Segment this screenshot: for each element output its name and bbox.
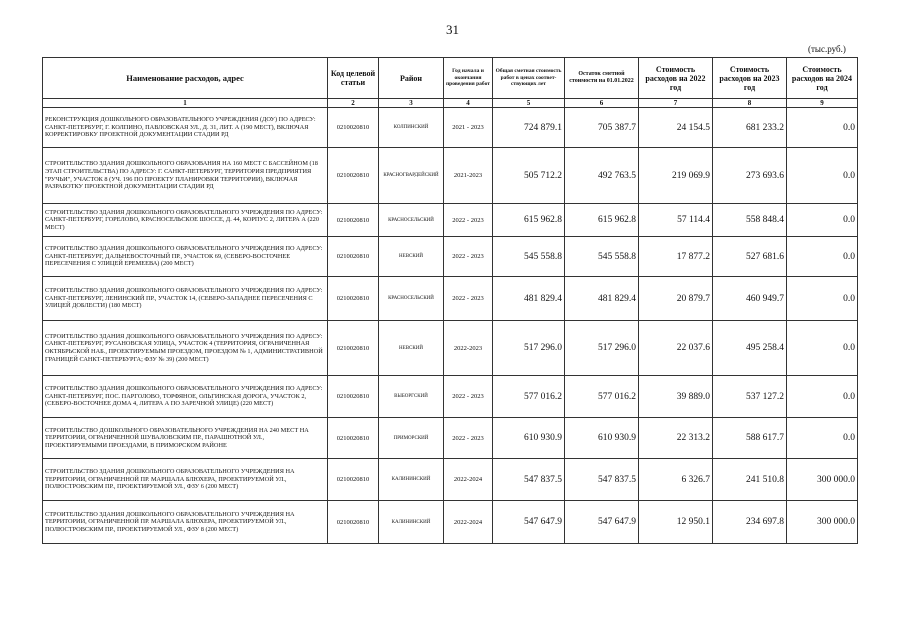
district: КРАСНОГВАРДЕЙСКИЙ: [379, 148, 444, 204]
cost-2023: 273 693.6: [713, 148, 787, 204]
remaining-cost: 545 558.8: [565, 237, 639, 277]
column-number: 6: [565, 99, 639, 108]
cost-2023: 495 258.4: [713, 321, 787, 376]
table-row: [43, 376, 858, 418]
total-cost: 577 016.2: [493, 376, 565, 418]
table-row: [43, 237, 858, 277]
table-row: [43, 108, 858, 148]
header-remainder: Остаток сметной стоимости на 01.01.2022: [565, 58, 639, 99]
cost-2022: 22 313.2: [639, 418, 713, 459]
total-cost: 547 647.9: [493, 501, 565, 544]
column-number-row: [43, 99, 858, 108]
expense-name: СТРОИТЕЛЬСТВО ЗДАНИЯ ДОШКОЛЬНОГО ОБРАЗОВАТЕЛЬНОГО УЧРЕЖДЕНИЯ НА ТЕРРИТОРИИ, ОГРАНИЧЕННОЙ ПР. МАРШАЛА БЛЮХЕРА, ПРОЕКТИРУЕМОЙ УЛ., ПОЛЮСТРОВСКИМ ПР., ПРОЕКТИРУЕМОЙ УЛ., ФЗУ 6 (200 МЕСТ): [43, 459, 328, 501]
target-code: 0210020810: [328, 237, 379, 277]
total-cost: 545 558.8: [493, 237, 565, 277]
header-name: Наименование расходов, адрес: [43, 58, 328, 99]
district: КАЛИНИНСКИЙ: [379, 459, 444, 501]
district: КОЛПИНСКИЙ: [379, 108, 444, 148]
remaining-cost: 517 296.0: [565, 321, 639, 376]
table-row: [43, 277, 858, 321]
table-row: [43, 204, 858, 237]
total-cost: 724 879.1: [493, 108, 565, 148]
cost-2022: 22 037.6: [639, 321, 713, 376]
work-years: 2022 - 2023: [444, 204, 493, 237]
cost-2022: 24 154.5: [639, 108, 713, 148]
district: НЕВСКИЙ: [379, 237, 444, 277]
header-cost-2024: Стоимость расходов на 2024 год: [787, 58, 858, 99]
target-code: 0210020810: [328, 277, 379, 321]
header-district: Район: [379, 58, 444, 99]
column-number: 7: [639, 99, 713, 108]
header-years: Год начала и окончания проведения работ: [444, 58, 493, 99]
work-years: 2022-2023: [444, 321, 493, 376]
expense-name: РЕКОНСТРУКЦИЯ ДОШКОЛЬНОГО ОБРАЗОВАТЕЛЬНОГО УЧРЕЖДЕНИЯ (ДОУ) ПО АДРЕСУ: САНКТ-ПЕТЕРБУРГ, Г. КОЛПИНО, ПАВЛОВСКАЯ УЛ., Д. 31, ЛИТ. А (190 МЕСТ), ВКЛЮЧАЯ КОРРЕКТИРОВКУ ПРОЕКТНОЙ ДОКУМЕНТАЦИИ СТАДИИ РД: [43, 108, 328, 148]
cost-2024: 0.0: [787, 376, 858, 418]
cost-2022: 219 069.9: [639, 148, 713, 204]
work-years: 2022-2024: [444, 501, 493, 544]
table-row: [43, 148, 858, 204]
cost-2023: 537 127.2: [713, 376, 787, 418]
expense-name: СТРОИТЕЛЬСТВО ЗДАНИЯ ДОШКОЛЬНОГО ОБРАЗОВАТЕЛЬНОГО УЧРЕЖДЕНИЯ ПО АДРЕСУ: САНКТ-ПЕТЕРБУРГ, РУСАНОВСКАЯ УЛИЦА, УЧАСТОК 4 (ТЕРРИТОРИЯ, ОГРАНИЧЕННАЯ ОКТЯБРЬСКОЙ НАБ., ПРОЕКТИРУЕМЫМ ПРОЕЗДОМ, ПРОЕЗДОМ № 1, АДМИНИСТРАТИВНОЙ ГРАНИЦЕЙ САНКТ-ПЕТЕРБУРГА; ФЗУ № 39) (200 МЕСТ): [43, 321, 328, 376]
work-years: 2021 - 2023: [444, 108, 493, 148]
cost-2024: 0.0: [787, 204, 858, 237]
column-number: 8: [713, 99, 787, 108]
remaining-cost: 547 647.9: [565, 501, 639, 544]
header-total: Общая сметная стоимость работ в ценах соответ- ствующих лет: [493, 58, 565, 99]
header-cost-2023: Стоимость расходов на 2023 год: [713, 58, 787, 99]
expense-name: СТРОИТЕЛЬСТВО ЗДАНИЯ ДОШКОЛЬНОГО ОБРАЗОВАТЕЛЬНОГО УЧРЕЖДЕНИЯ НА ТЕРРИТОРИИ, ОГРАНИЧЕННОЙ ПР. МАРШАЛА БЛЮХЕРА, ПРОЕКТИРУЕМОЙ УЛ., ПОЛЮСТРОВСКИМ ПР., ПРОЕКТИРУЕМОЙ УЛ., ФЗУ 8 (200 МЕСТ): [43, 501, 328, 544]
cost-2023: 460 949.7: [713, 277, 787, 321]
cost-2024: 0.0: [787, 237, 858, 277]
page-number: 31: [446, 22, 459, 37]
cost-2022: 57 114.4: [639, 204, 713, 237]
table-row: [43, 418, 858, 459]
total-cost: 547 837.5: [493, 459, 565, 501]
table-header-row: [43, 58, 858, 99]
budget-table: [42, 57, 858, 544]
cost-2022: 17 877.2: [639, 237, 713, 277]
work-years: 2022 - 2023: [444, 237, 493, 277]
work-years: 2021-2023: [444, 148, 493, 204]
column-number: 3: [379, 99, 444, 108]
total-cost: 517 296.0: [493, 321, 565, 376]
remaining-cost: 481 829.4: [565, 277, 639, 321]
cost-2024: 0.0: [787, 148, 858, 204]
table-row: [43, 501, 858, 544]
cost-2024: 0.0: [787, 418, 858, 459]
column-number: 4: [444, 99, 493, 108]
district: НЕВСКИЙ: [379, 321, 444, 376]
table-row: [43, 321, 858, 376]
table-row: [43, 459, 858, 501]
cost-2024: 0.0: [787, 277, 858, 321]
work-years: 2022-2024: [444, 459, 493, 501]
work-years: 2022 - 2023: [444, 277, 493, 321]
cost-2022: 20 879.7: [639, 277, 713, 321]
header-cost-2022: Стоимость расходов на 2022 год: [639, 58, 713, 99]
column-number: 1: [43, 99, 328, 108]
cost-2022: 39 889.0: [639, 376, 713, 418]
district: КРАСНОСЕЛЬСКИЙ: [379, 204, 444, 237]
cost-2022: 12 950.1: [639, 501, 713, 544]
work-years: 2022 - 2023: [444, 418, 493, 459]
column-number: 2: [328, 99, 379, 108]
header-code: Код целевой статьи: [328, 58, 379, 99]
cost-2023: 681 233.2: [713, 108, 787, 148]
cost-2024: 0.0: [787, 108, 858, 148]
column-number: 5: [493, 99, 565, 108]
total-cost: 615 962.8: [493, 204, 565, 237]
cost-2024: 300 000.0: [787, 459, 858, 501]
target-code: 0210020810: [328, 321, 379, 376]
remaining-cost: 492 763.5: [565, 148, 639, 204]
district: ПРИМОРСКИЙ: [379, 418, 444, 459]
target-code: 0210020810: [328, 108, 379, 148]
cost-2023: 527 681.6: [713, 237, 787, 277]
expense-name: СТРОИТЕЛЬСТВО ЗДАНИЯ ДОШКОЛЬНОГО ОБРАЗОВАТЕЛЬНОГО УЧРЕЖДЕНИЯ ПО АДРЕСУ: САНКТ-ПЕТЕРБУРГ, ДАЛЬНЕВОСТОЧНЫЙ ПР., УЧАСТОК 69, (СЕВЕРО-ВОСТОЧНЕЕ ПЕРЕСЕЧЕНИЯ С УЛИЦЕЙ ЕРЕМЕЕВА) (200 МЕСТ): [43, 237, 328, 277]
column-number: 9: [787, 99, 858, 108]
expense-name: СТРОИТЕЛЬСТВО ДОШКОЛЬНОГО ОБРАЗОВАТЕЛЬНОГО УЧРЕЖДЕНИЯ НА 240 МЕСТ НА ТЕРРИТОРИИ, ОГРАНИЧЕННОЙ ШУВАЛОВСКИМ ПР., ПАРАШЮТНОЙ УЛ., ПРОЕКТИРУЕМЫМИ ПРОЕЗДАМИ, В ПРИМОРСКОМ РАЙОНЕ: [43, 418, 328, 459]
target-code: 0210020810: [328, 501, 379, 544]
remaining-cost: 577 016.2: [565, 376, 639, 418]
work-years: 2022 - 2023: [444, 376, 493, 418]
expense-name: СТРОИТЕЛЬСТВО ЗДАНИЯ ДОШКОЛЬНОГО ОБРАЗОВАТЕЛЬНОГО УЧРЕЖДЕНИЯ ПО АДРЕСУ: САНКТ-ПЕТЕРБУРГ, ГОРЕЛОВО, КРАСНОСЕЛЬСКОЕ ШОССЕ, Д. 44, КОРПУС 2, ЛИТЕРА А (220 МЕСТ): [43, 204, 328, 237]
district: КРАСНОСЕЛЬСКИЙ: [379, 277, 444, 321]
total-cost: 610 930.9: [493, 418, 565, 459]
cost-2023: 558 848.4: [713, 204, 787, 237]
cost-2024: 300 000.0: [787, 501, 858, 544]
target-code: 0210020810: [328, 204, 379, 237]
target-code: 0210020810: [328, 376, 379, 418]
remaining-cost: 610 930.9: [565, 418, 639, 459]
target-code: 0210020810: [328, 148, 379, 204]
district: КАЛИНИНСКИЙ: [379, 501, 444, 544]
cost-2023: 588 617.7: [713, 418, 787, 459]
remaining-cost: 547 837.5: [565, 459, 639, 501]
remaining-cost: 615 962.8: [565, 204, 639, 237]
expense-name: СТРОИТЕЛЬСТВО ЗДАНИЯ ДОШКОЛЬНОГО ОБРАЗОВАНИЯ НА 160 МЕСТ С БАССЕЙНОМ (18 ЭТАП СТРОИТЕЛЬСТВА) ПО АДРЕСУ: Г. САНКТ-ПЕТЕРБУРГ, ТЕРРИТОРИЯ ПРЕДПРИЯТИЯ "РУЧЬИ", УЧАСТОК 8 (УЧ. 196 ПО ПРОЕКТУ ПЛАНИРОВКИ ТЕРРИТОРИИ), ВКЛЮЧАЯ РАЗРАБОТКУ ПРОЕКТНОЙ ДОКУМЕНТАЦИИ СТАДИИ РД: [43, 148, 328, 204]
remaining-cost: 705 387.7: [565, 108, 639, 148]
target-code: 0210020810: [328, 418, 379, 459]
target-code: 0210020810: [328, 459, 379, 501]
district: ВЫБОРГСКИЙ: [379, 376, 444, 418]
total-cost: 505 712.2: [493, 148, 565, 204]
cost-2023: 234 697.8: [713, 501, 787, 544]
expense-name: СТРОИТЕЛЬСТВО ЗДАНИЯ ДОШКОЛЬНОГО ОБРАЗОВАТЕЛЬНОГО УЧРЕЖДЕНИЯ ПО АДРЕСУ: САНКТ-ПЕТЕРБУРГ, ПОС. ПАРГОЛОВО, ТОРФЯНОЕ, ОЛЬГИНСКАЯ ДОРОГА, УЧАСТОК 2, (СЕВЕРО-ВОСТОЧНЕЕ ДОМА 4, ЛИТЕРА А ПО ЗАРЕЧНОЙ УЛИЦЕ) (220 МЕСТ): [43, 376, 328, 418]
total-cost: 481 829.4: [493, 277, 565, 321]
cost-2024: 0.0: [787, 321, 858, 376]
cost-2023: 241 510.8: [713, 459, 787, 501]
cost-2022: 6 326.7: [639, 459, 713, 501]
units-label: (тыс.руб.): [808, 44, 846, 54]
expense-name: СТРОИТЕЛЬСТВО ЗДАНИЯ ДОШКОЛЬНОГО ОБРАЗОВАТЕЛЬНОГО УЧРЕЖДЕНИЯ ПО АДРЕСУ: САНКТ-ПЕТЕРБУРГ, ЛЕНИНСКИЙ ПР., УЧАСТОК 14, (СЕВЕРО-ЗАПАДНЕЕ ПЕРЕСЕЧЕНИЯ С УЛИЦЕЙ ДОБЛЕСТИ) (180 МЕСТ): [43, 277, 328, 321]
